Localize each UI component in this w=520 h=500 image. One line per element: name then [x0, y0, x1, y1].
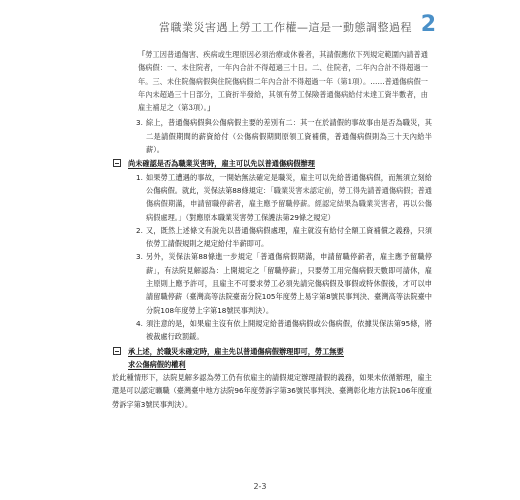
- item-text: 又，既然上述條文有說先以普通傷病假處理，雇主就沒有給付全額工資補償之義務，只須依勞工請假規則之規定給付半薪即可。: [146, 225, 432, 249]
- item-text: 須注意的是，如果雇主沒有依上開規定給普通傷病假或公傷病假，依據災保法第95條，將被裁處行政罰鍰。: [146, 318, 432, 342]
- checkbox-icon: [113, 159, 121, 167]
- page-content: [112, 48, 432, 411]
- list-item: [112, 171, 432, 224]
- section-title-line1: 承上述，於職災未確定時，雇主先以普通傷病假辦理即可，勞工無要: [128, 346, 344, 356]
- item-number: 2.: [136, 225, 143, 235]
- item-number: 3.: [136, 252, 143, 262]
- quote-close-mark: 」: [207, 103, 215, 113]
- header-title: 當職業災害遇上勞工工作權—這是一動態調整過程: [159, 21, 412, 34]
- quote-open-mark: 「: [138, 50, 146, 59]
- item-text: 另外，災保法第88條進一步規定「普通傷病假期滿，申請留職停薪者，雇主應予留職停薪」，有法院見解認為：上開規定之「留職停薪」，只要勞工用完傷病假天數即可請休，雇主原則上應予許可，且雇主不可要求勞工必須先請完傷病假及事假或特休假後，才可以申請留職停薪（臺灣高等法院臺南分院105年度勞上易字第8號民事判決、臺灣高等法院臺中分院108年度勞上字第18號民事判決）。: [146, 252, 432, 315]
- list-item: [112, 116, 432, 156]
- law-quote-block: [112, 48, 432, 114]
- law-quote-text: 勞工因普通傷害、疾病或生理原因必須治療或休養者，其請假應依下列規定範圍內請普通傷病假：一、未住院者，一年內合計不得超過三十日。二、住院者，二年內合計不得超過一年。三、未住院傷病假與住院傷病假二年內合計不得超過一年（第1項）。……普通傷病假一年內未超過三十日部分，工資折半發給，其領有勞工保險普通傷病給付未達工資半數者，由雇主補足之（第3項）。: [138, 50, 428, 113]
- section-heading: [112, 345, 432, 372]
- item-number: 3.: [136, 118, 143, 128]
- item-number: 4.: [136, 318, 143, 328]
- section-title-line2: 求公傷病假的權利: [128, 359, 186, 369]
- chapter-number: 2: [420, 12, 436, 37]
- item-text: 如果勞工遭遇的事故，一開始無法確定是職災，雇主可以先給普通傷病假，而無須立刻給公傷病假。就此，災保法第88條規定：: [146, 172, 432, 195]
- list-item: [112, 250, 432, 316]
- item-text: 綜上，普通傷病假與公傷病假主要的差別有二：其一在於請假的事故事由是否為職災，其二是請假期間的薪資給付（公傷病假期間原領工資補償，普通傷病假則為三十天內給半薪）。: [146, 118, 432, 155]
- law-quote-inline: 「職業災害未認定前，勞工得先請普通傷病假；普通傷病假期滿，申請留職停薪者，雇主應予留職停薪。經認定結果為職業災害者，再以公傷病假處理。」: [146, 185, 432, 222]
- list-item: [112, 224, 432, 251]
- item-number: 1.: [136, 172, 143, 182]
- page-number: 2-3: [253, 482, 267, 491]
- section-heading: [112, 157, 432, 170]
- section-title: 尚未確認是否為職業災害時，雇主可以先以普通傷病假辦理: [128, 159, 315, 169]
- checkbox-icon: [113, 347, 121, 355]
- list-item: [112, 317, 432, 344]
- section-paragraph: 於此種情形下，法院見解多認為勞工仍有依雇主的請假規定辦理請假的義務，如果未依循辦理，雇主還是可以認定曠職（臺灣臺中地方法院96年度勞訴字第36號民事判決、臺灣彰化地方法院106年度重勞訴字第3號民事判決）。: [112, 373, 432, 409]
- page-header: [0, 14, 520, 44]
- item-text: （對應原本職業災害勞工保護法第29條之規定）: [185, 212, 335, 222]
